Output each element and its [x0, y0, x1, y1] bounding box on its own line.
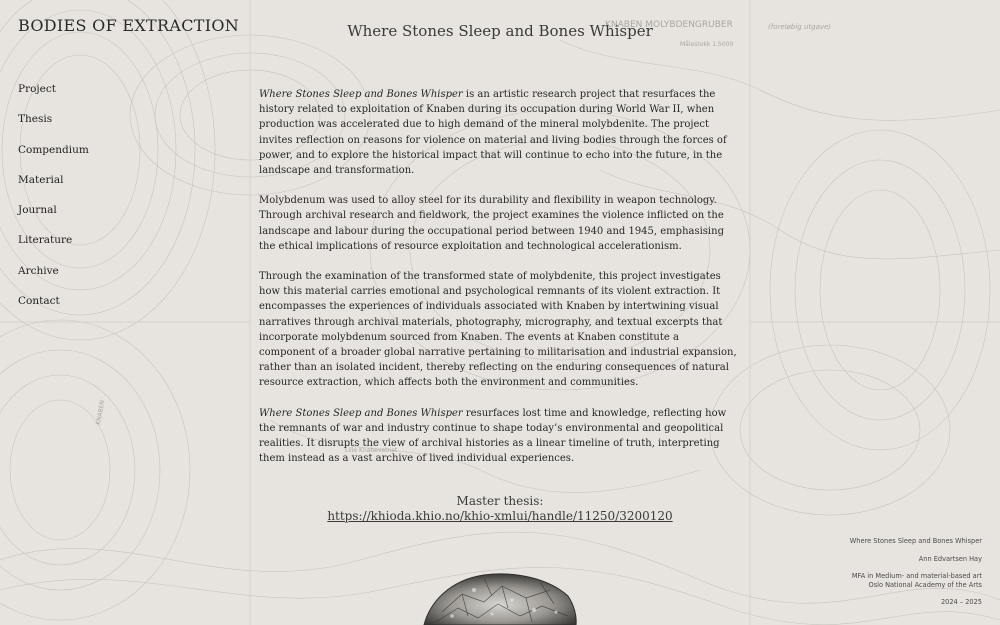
nav-item-material[interactable]: Material [18, 173, 64, 186]
main-nav [18, 82, 89, 324]
credits-institution: Oslo National Academy of the Arts [868, 580, 982, 589]
nav-item-compendium[interactable]: Compendium [18, 143, 89, 156]
paragraph-intro [259, 87, 737, 178]
credits-degree: MFA in Medium- and material-based art [851, 572, 982, 580]
svg-text:KNABEN: KNABEN [95, 399, 107, 426]
svg-text:KNABEN MOLYBDENGRUBER: KNABEN MOLYBDENGRUBER [605, 20, 733, 30]
svg-text:Lille Knabevatnet: Lille Knabevatnet [345, 447, 398, 454]
project-name-italic: Where Stones Sleep and Bones Whisper [259, 407, 463, 419]
project-name-italic: Where Stones Sleep and Bones Whisper [259, 89, 463, 100]
nav-item-project[interactable]: Project [18, 83, 56, 95]
page-title: Where Stones Sleep and Bones Whisper [347, 22, 653, 40]
nav-item-journal[interactable]: Journal [18, 204, 57, 217]
paragraph-intro-text: is an artistic research project that resurfaces the history related to exploitation of Knaben during its occupation during World War II, when production was accelerated due to high demand of the mineral molybdenite. The project invites reflection on reasons for violence on material and living bodies through the forces of power, and to explore the historical impact that will continue to echo into the future, in the landscape and transformation. [259, 89, 727, 177]
credits-author: Ann Edvartsen Hay [918, 554, 982, 563]
credits-project-title: Where Stones Sleep and Bones Whisper [849, 537, 982, 545]
svg-text:Målestokk 1:5000: Målestokk 1:5000 [680, 41, 734, 48]
svg-text:(foreløbig utgave): (foreløbig utgave) [768, 23, 832, 31]
paragraph-closing [259, 406, 737, 467]
thesis-link[interactable]: https://khioda.khio.no/khio-xmlui/handle/11250/3200120 [327, 509, 673, 523]
paragraph-molybdenum: Molybdenum was used to alloy steel for its durability and flexibility in weapon technology. Through archival research and fieldwork, the project examines the violence inflicted on the landscape and labour during the occupational period between 1940 and 1945, emphasising the ethical implications of resource exploitation and technological accelerationism. [259, 195, 724, 252]
thesis-block [250, 494, 750, 524]
nav-item-thesis[interactable]: Thesis [18, 113, 53, 126]
project-description [259, 87, 737, 481]
nav-item-contact[interactable]: Contact [18, 295, 60, 308]
nav-item-literature[interactable]: Literature [18, 234, 73, 247]
paragraph-closing-text: resurfaces lost time and knowledge, reflecting how the remnants of war and industry continue to shape today’s environmental and geopolitical realities. It disrupts the view of archival histories as a linear timeline of truth, interpreting them instead as a vast archive of lived individual experiences. [259, 407, 727, 465]
thesis-label: Master thesis: [456, 494, 544, 508]
molybdenite-stone-image [422, 572, 578, 625]
credits-years: 2024 – 2025 [940, 598, 982, 606]
paragraph-examination: Through the examination of the transformed state of molybdenite, this project investigates how this material carries emotional and psychological remnants of its violent extraction. It encompasses the experiences of individuals associated with Knaben by intertwining visual narratives through archival materials, photography, micrography, and textual excerpts that incorporate molybdenum sourced from Knaben. The events at Knaben constitute a component of a broader global narrative pertaining to militarisation and industrial expansion, rather than an isolated incident, thereby reflecting on the enduring consequences of natural resource extraction, which affects both the environment and communities. [259, 271, 737, 389]
nav-item-archive[interactable]: Archive [18, 264, 59, 277]
site-title[interactable]: BODIES OF EXTRACTION [18, 16, 240, 35]
credits [850, 537, 982, 607]
